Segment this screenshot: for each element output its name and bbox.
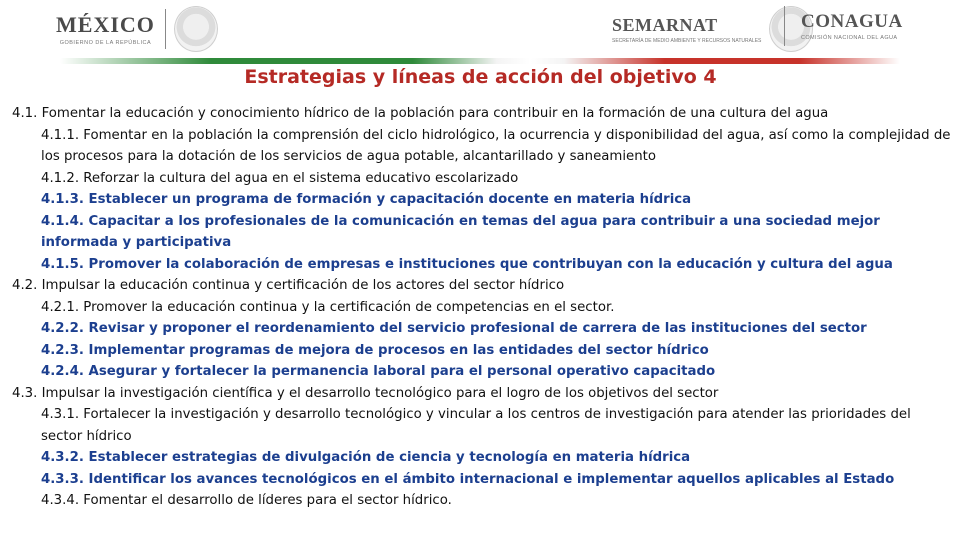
action-line-item: 4.2.3. Implementar programas de mejora de procesos en las entidades del sector hídrico (41, 342, 709, 358)
action-line-item: 4.3.2. Establecer estrategias de divulgación de ciencia y tecnología en materia hídrica (41, 450, 691, 465)
conagua-wordmark: CONAGUA (801, 11, 903, 32)
gobierno-mexico-logo (56, 6, 218, 52)
action-line-item: 4.2.2. Revisar y proponer el reordenamiento del servicio profesional de carrera de las instituciones del sector (41, 321, 867, 336)
conagua-subtitle: COMISIÓN NACIONAL DEL AGUA (801, 35, 898, 41)
action-line-item: 4.2.4. Asegurar y fortalecer la permanencia laboral para el personal operativo capacitado (41, 364, 716, 379)
action-line-item: 4.1.5. Promover la colaboración de empresas e instituciones que contribuyan con la educación y cultura del agua (41, 256, 893, 272)
action-line-item: 4.1.3. Establecer un programa de formación y capacitación docente en materia hídrica (41, 192, 692, 207)
logo-divider (784, 6, 785, 46)
action-line-item: 4.3.1. Fortalecer la investigación y desarrollo tecnológico y vincular a los centros de investigación para atender las prioridades del sector hídrico (41, 407, 911, 444)
conagua-logo (784, 6, 903, 46)
action-line-item: 4.2.1. Promover la educación continua y la certificación de competencias en el sector. (41, 299, 615, 315)
semarnat-subtitle: SECRETARÍA DE MEDIO AMBIENTE Y RECURSOS NATURALES (612, 37, 762, 44)
page-title: Estrategias y líneas de acción del objetivo 4 (244, 66, 717, 88)
logo-divider (165, 9, 166, 49)
action-line-item: 4.3.4. Fomentar el desarrollo de líderes para el sector hídrico. (41, 493, 452, 508)
strategy-item: 4.3. Impulsar la investigación científica y el desarrollo tecnológico para el logro de los objetivos del sector (12, 385, 719, 401)
mexico-subtitle: GOBIERNO DE LA REPÚBLICA (59, 40, 152, 46)
mexico-wordmark: MÉXICO (56, 12, 155, 37)
header-bar (0, 0, 961, 64)
national-seal-icon (174, 6, 218, 52)
action-line-item: 4.1.4. Capacitar a los profesionales de la comunicación en temas del agua para contribuir a una sociedad mejor informada y participativa (41, 213, 880, 250)
action-line-item: 4.1.1. Fomentar en la población la comprensión del ciclo hidrológico, la ocurrencia y disponibilidad del agua, así como la complejidad de los procesos para la dotación de los servicios de agua potable, alcantarillado y saneamiento (41, 127, 951, 164)
strategy-item: 4.1. Fomentar la educación y conocimiento hídrico de la población para contribuir en la formación de una cultura del agua (12, 106, 829, 121)
tricolor-stripe (60, 58, 900, 64)
action-line-item: 4.1.2. Reforzar la cultura del agua en el sistema educativo escolarizado (41, 170, 519, 186)
strategy-item: 4.2. Impulsar la educación continua y certificación de los actores del sector hídrico (12, 278, 565, 293)
semarnat-wordmark: SEMARNAT (612, 14, 718, 35)
action-line-item: 4.3.3. Identificar los avances tecnológicos en el ámbito internacional e implementar aquellos aplicables al Estado (41, 471, 895, 487)
action-lines-list (12, 103, 952, 512)
